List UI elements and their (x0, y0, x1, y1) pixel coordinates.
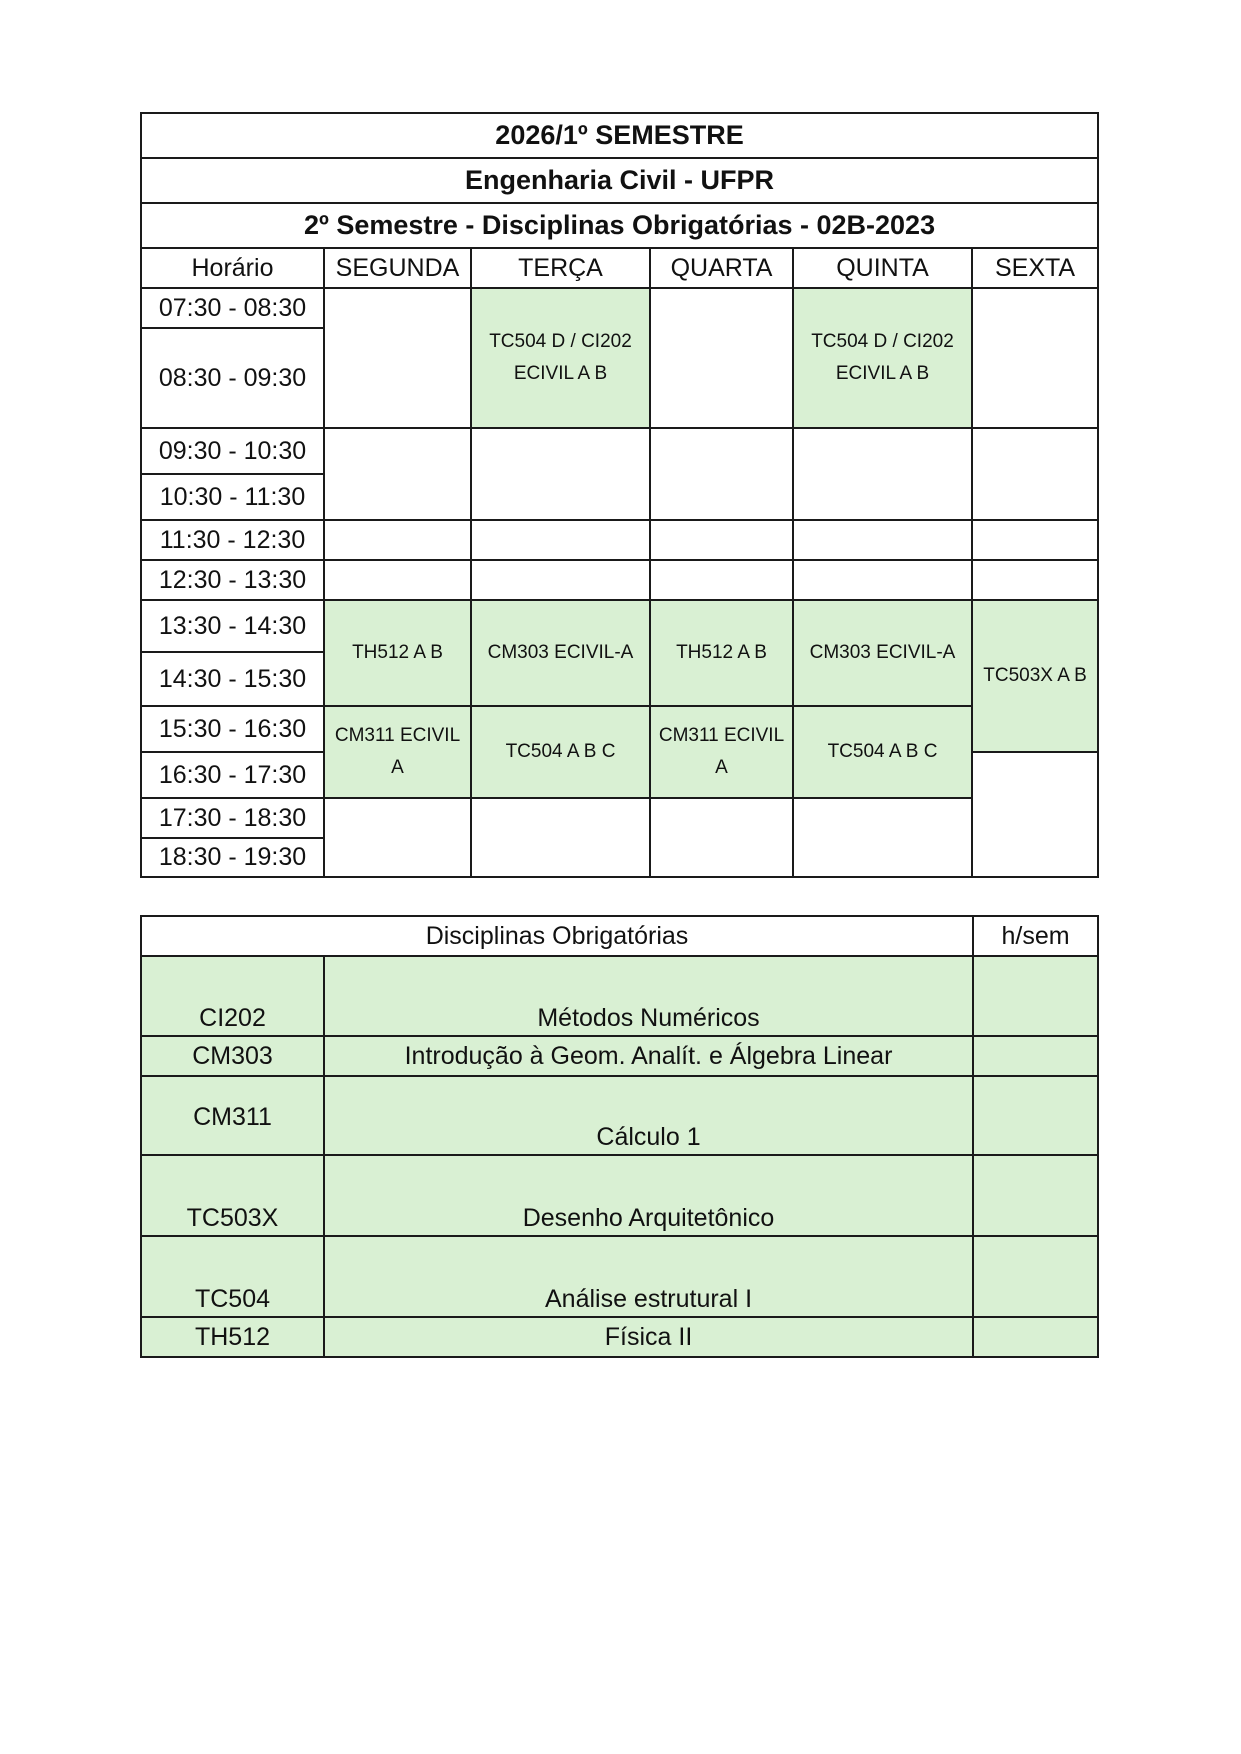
discipline-hours (973, 1076, 1098, 1155)
empty-slot (972, 560, 1098, 600)
slot-line: TC504 D / CI202 (811, 331, 954, 352)
semester-title: 2026/1º SEMESTRE (141, 113, 1098, 158)
time-label: 15:30 - 16:30 (141, 706, 324, 752)
time-label: 14:30 - 15:30 (141, 652, 324, 706)
class-slot-terca-1330: CM303 ECIVIL-A (471, 600, 650, 706)
time-label: 18:30 - 19:30 (141, 838, 324, 877)
time-label: 17:30 - 18:30 (141, 798, 324, 838)
slot-line: A (715, 757, 728, 778)
class-slot-quinta-morning (793, 288, 972, 428)
slot-line: CM311 ECIVIL (334, 725, 461, 746)
time-label: 09:30 - 10:30 (141, 428, 324, 474)
empty-slot (972, 752, 1098, 877)
discipline-name: Análise estrutural I (324, 1236, 973, 1317)
empty-slot (650, 520, 793, 560)
time-label: 07:30 - 08:30 (141, 288, 324, 328)
column-header-terca: TERÇA (471, 248, 650, 288)
class-slot-terca-1530: TC504 A B C (471, 706, 650, 798)
empty-slot (650, 288, 793, 428)
empty-slot (972, 428, 1098, 520)
empty-slot (793, 798, 972, 877)
slot-line: A (391, 757, 404, 778)
empty-slot (972, 288, 1098, 428)
discipline-hours (973, 1317, 1098, 1357)
empty-slot (471, 520, 650, 560)
schedule-table (140, 112, 1099, 878)
column-header-segunda: SEGUNDA (324, 248, 471, 288)
class-slot-quinta-1330: CM303 ECIVIL-A (793, 600, 972, 706)
time-label: 10:30 - 11:30 (141, 474, 324, 520)
column-header-sexta: SEXTA (972, 248, 1098, 288)
discipline-name: Física II (324, 1317, 973, 1357)
empty-slot (793, 560, 972, 600)
course-title: Engenharia Civil - UFPR (141, 158, 1098, 203)
disciplines-table (140, 915, 1099, 1358)
hours-header: h/sem (973, 916, 1098, 956)
class-slot-segunda-1530 (324, 706, 471, 798)
discipline-name: Métodos Numéricos (324, 956, 973, 1036)
discipline-code: TC503X (141, 1155, 324, 1236)
slot-line: ECIVIL A B (513, 363, 608, 384)
discipline-name: Desenho Arquitetônico (324, 1155, 973, 1236)
discipline-code: CM311 (141, 1076, 324, 1155)
class-slot-sexta-1330: TC503X A B (972, 600, 1098, 752)
discipline-hours (973, 956, 1098, 1036)
discipline-code: TH512 (141, 1317, 324, 1357)
time-label: 11:30 - 12:30 (141, 520, 324, 560)
disciplines-header: Disciplinas Obrigatórias (141, 916, 973, 956)
column-header-quarta: QUARTA (650, 248, 793, 288)
empty-slot (793, 428, 972, 520)
time-label: 12:30 - 13:30 (141, 560, 324, 600)
slot-line: ECIVIL A B (835, 363, 930, 384)
column-header-horario: Horário (141, 248, 324, 288)
class-slot-quinta-1530: TC504 A B C (793, 706, 972, 798)
discipline-code: CM303 (141, 1036, 324, 1076)
empty-slot (471, 428, 650, 520)
time-label: 13:30 - 14:30 (141, 600, 324, 652)
slot-line: CM311 ECIVIL (658, 725, 785, 746)
class-slot-terca-morning (471, 288, 650, 428)
column-header-quinta: QUINTA (793, 248, 972, 288)
empty-slot (324, 798, 471, 877)
discipline-name: Introdução à Geom. Analít. e Álgebra Linear (324, 1036, 973, 1076)
empty-slot (650, 428, 793, 520)
empty-slot (324, 520, 471, 560)
empty-slot (324, 560, 471, 600)
class-slot-quarta-1330: TH512 A B (650, 600, 793, 706)
empty-slot (793, 520, 972, 560)
class-slot-segunda-1330: TH512 A B (324, 600, 471, 706)
time-label: 16:30 - 17:30 (141, 752, 324, 798)
time-label: 08:30 - 09:30 (141, 328, 324, 428)
class-slot-quarta-1530 (650, 706, 793, 798)
discipline-hours (973, 1155, 1098, 1236)
empty-slot (471, 798, 650, 877)
discipline-hours (973, 1236, 1098, 1317)
discipline-name: Cálculo 1 (324, 1076, 973, 1155)
empty-slot (471, 560, 650, 600)
empty-slot (324, 428, 471, 520)
slot-line: TC504 D / CI202 (489, 331, 632, 352)
empty-slot (324, 288, 471, 428)
discipline-code: TC504 (141, 1236, 324, 1317)
discipline-hours (973, 1036, 1098, 1076)
empty-slot (972, 520, 1098, 560)
empty-slot (650, 560, 793, 600)
discipline-code: CI202 (141, 956, 324, 1036)
schedule-subtitle: 2º Semestre - Disciplinas Obrigatórias - 02B-2023 (141, 203, 1098, 248)
empty-slot (650, 798, 793, 877)
